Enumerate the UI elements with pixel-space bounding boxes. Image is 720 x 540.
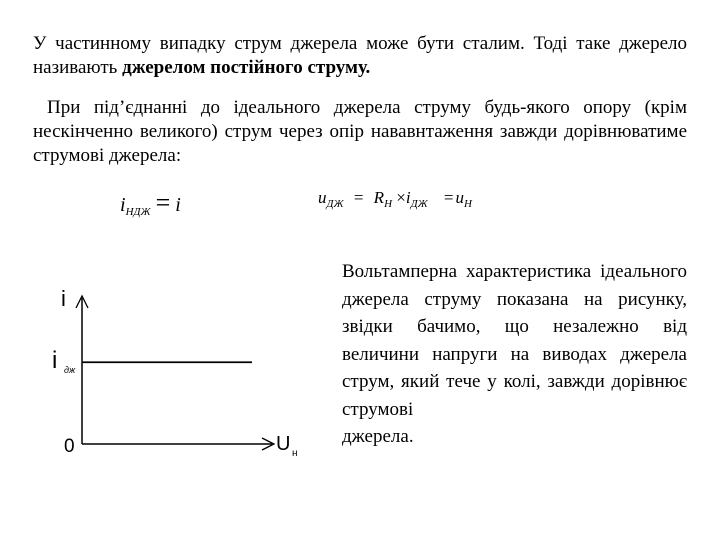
description-main: Вольтамперна характеристика ідеального джерела струму показана на рисунку, звідки бачимо, що незалежно від величини напруги на виводах джерела струм, який тече у колі, завжди дорівнює струмові xyxy=(342,261,687,420)
formula2-u-sub: ДЖ xyxy=(326,198,344,210)
y-axis-label: i xyxy=(61,286,66,311)
formula2-i: i xyxy=(405,188,411,207)
current-level-label: i xyxy=(52,347,58,375)
formula2-u: u xyxy=(318,188,327,207)
formula2-u2-sub: Н xyxy=(464,198,472,210)
x-axis-sub: н xyxy=(292,448,298,459)
description-last: джерела. xyxy=(342,426,414,447)
formula1-rhs: i xyxy=(175,194,181,216)
formula2-i-sub: ДЖ xyxy=(410,198,428,210)
formula2-eq2: = xyxy=(443,188,454,207)
formula2-R-sub: Н xyxy=(384,198,393,210)
formula1-lhs-sub: НДЖ xyxy=(125,206,151,218)
current-level-sub: дж xyxy=(64,365,76,376)
volt-ampere-graph xyxy=(30,280,320,470)
formula2-times: × xyxy=(396,188,406,207)
formula2-u2: u xyxy=(455,188,465,207)
paragraph-intro-text: У частинному випадку струм джерела може бути сталим. Тоді таке джерело називають xyxy=(33,33,687,78)
formula2-eq1: = xyxy=(353,188,364,207)
paragraph-intro-bold: джерелом постійного струму. xyxy=(122,57,371,78)
paragraph-intro xyxy=(33,32,687,80)
origin-label: 0 xyxy=(64,436,75,457)
formula1-equals: = xyxy=(155,188,171,217)
paragraph-connection: При під’єднанні до ідеального джерела струму будь-якого опору (крім нескінченно великого) струм через опір нававнтаження завжди дорівнюватиме струмові джерела: xyxy=(33,97,687,166)
formula2-R: R xyxy=(373,188,385,207)
formula-voltage xyxy=(318,188,472,210)
x-axis-label: U xyxy=(276,433,291,455)
formula1-lhs: i xyxy=(120,194,126,216)
formula-current xyxy=(120,188,181,218)
description-text xyxy=(342,258,687,451)
